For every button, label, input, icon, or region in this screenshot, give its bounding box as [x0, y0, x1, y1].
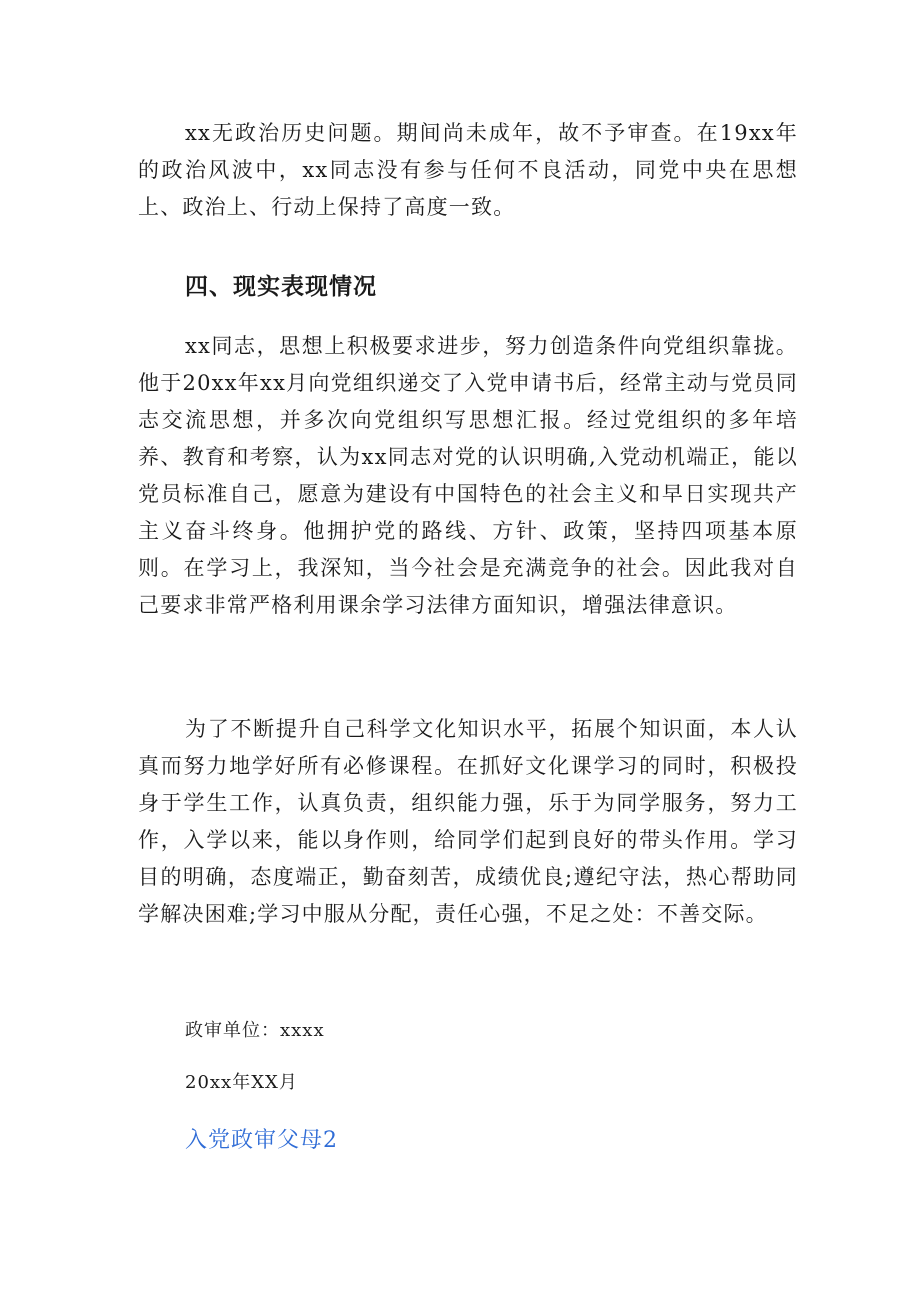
paragraph-study-performance: 为了不断提升自己科学文化知识水平，拓展个知识面，本人认真而努力地学好所有必修课程。在抓好文化课学习的同时，积极投身于学生工作，认真负责，组织能力强，乐于为同学服务，努力工作，入学以来，能以身作则，给同学们起到良好的带头作用。学习目的明确，态度端正，勤奋刻苦，成绩优良;遵纪守法，热心帮助同学解决困难;学习中服从分配，责任心强，不足之处：不善交际。	[138, 717, 798, 926]
review-unit: 政审单位：xxxx	[185, 1020, 325, 1041]
document-date: 20xx年XX月	[185, 1072, 298, 1093]
paragraph-current-performance: xx同志，思想上积极要求进步，努力创造条件向党组织靠拢。他于20xx年xx月向党组织递交了入党申请书后，经常主动与党员同志交流思想，并多次向党组织写思想汇报。经过党组织的多年培养、教育和考察，认为xx同志对党的认识明确,入党动机端正，能以党员标准自己，愿意为建设有中国特色的社会主义和早日实现共产主义奋斗终身。他拥护党的路线、方针、政策，坚持四项基本原则。在学习上，我深知，当今社会是充满竞争的社会。因此我对自己要求非常严格利用课余学习法律方面知识，增强法律意识。	[138, 334, 798, 617]
section-heading: 四、现实表现情况	[185, 273, 377, 300]
paragraph-political-history: xx无政治历史问题。期间尚未成年，故不予审查。在19xx年的政治风波中，xx同志没有参与任何不良活动，同党中央在思想上、政治上、行动上保持了高度一致。	[138, 121, 798, 219]
next-document-title[interactable]: 入党政审父母2	[185, 1128, 338, 1153]
